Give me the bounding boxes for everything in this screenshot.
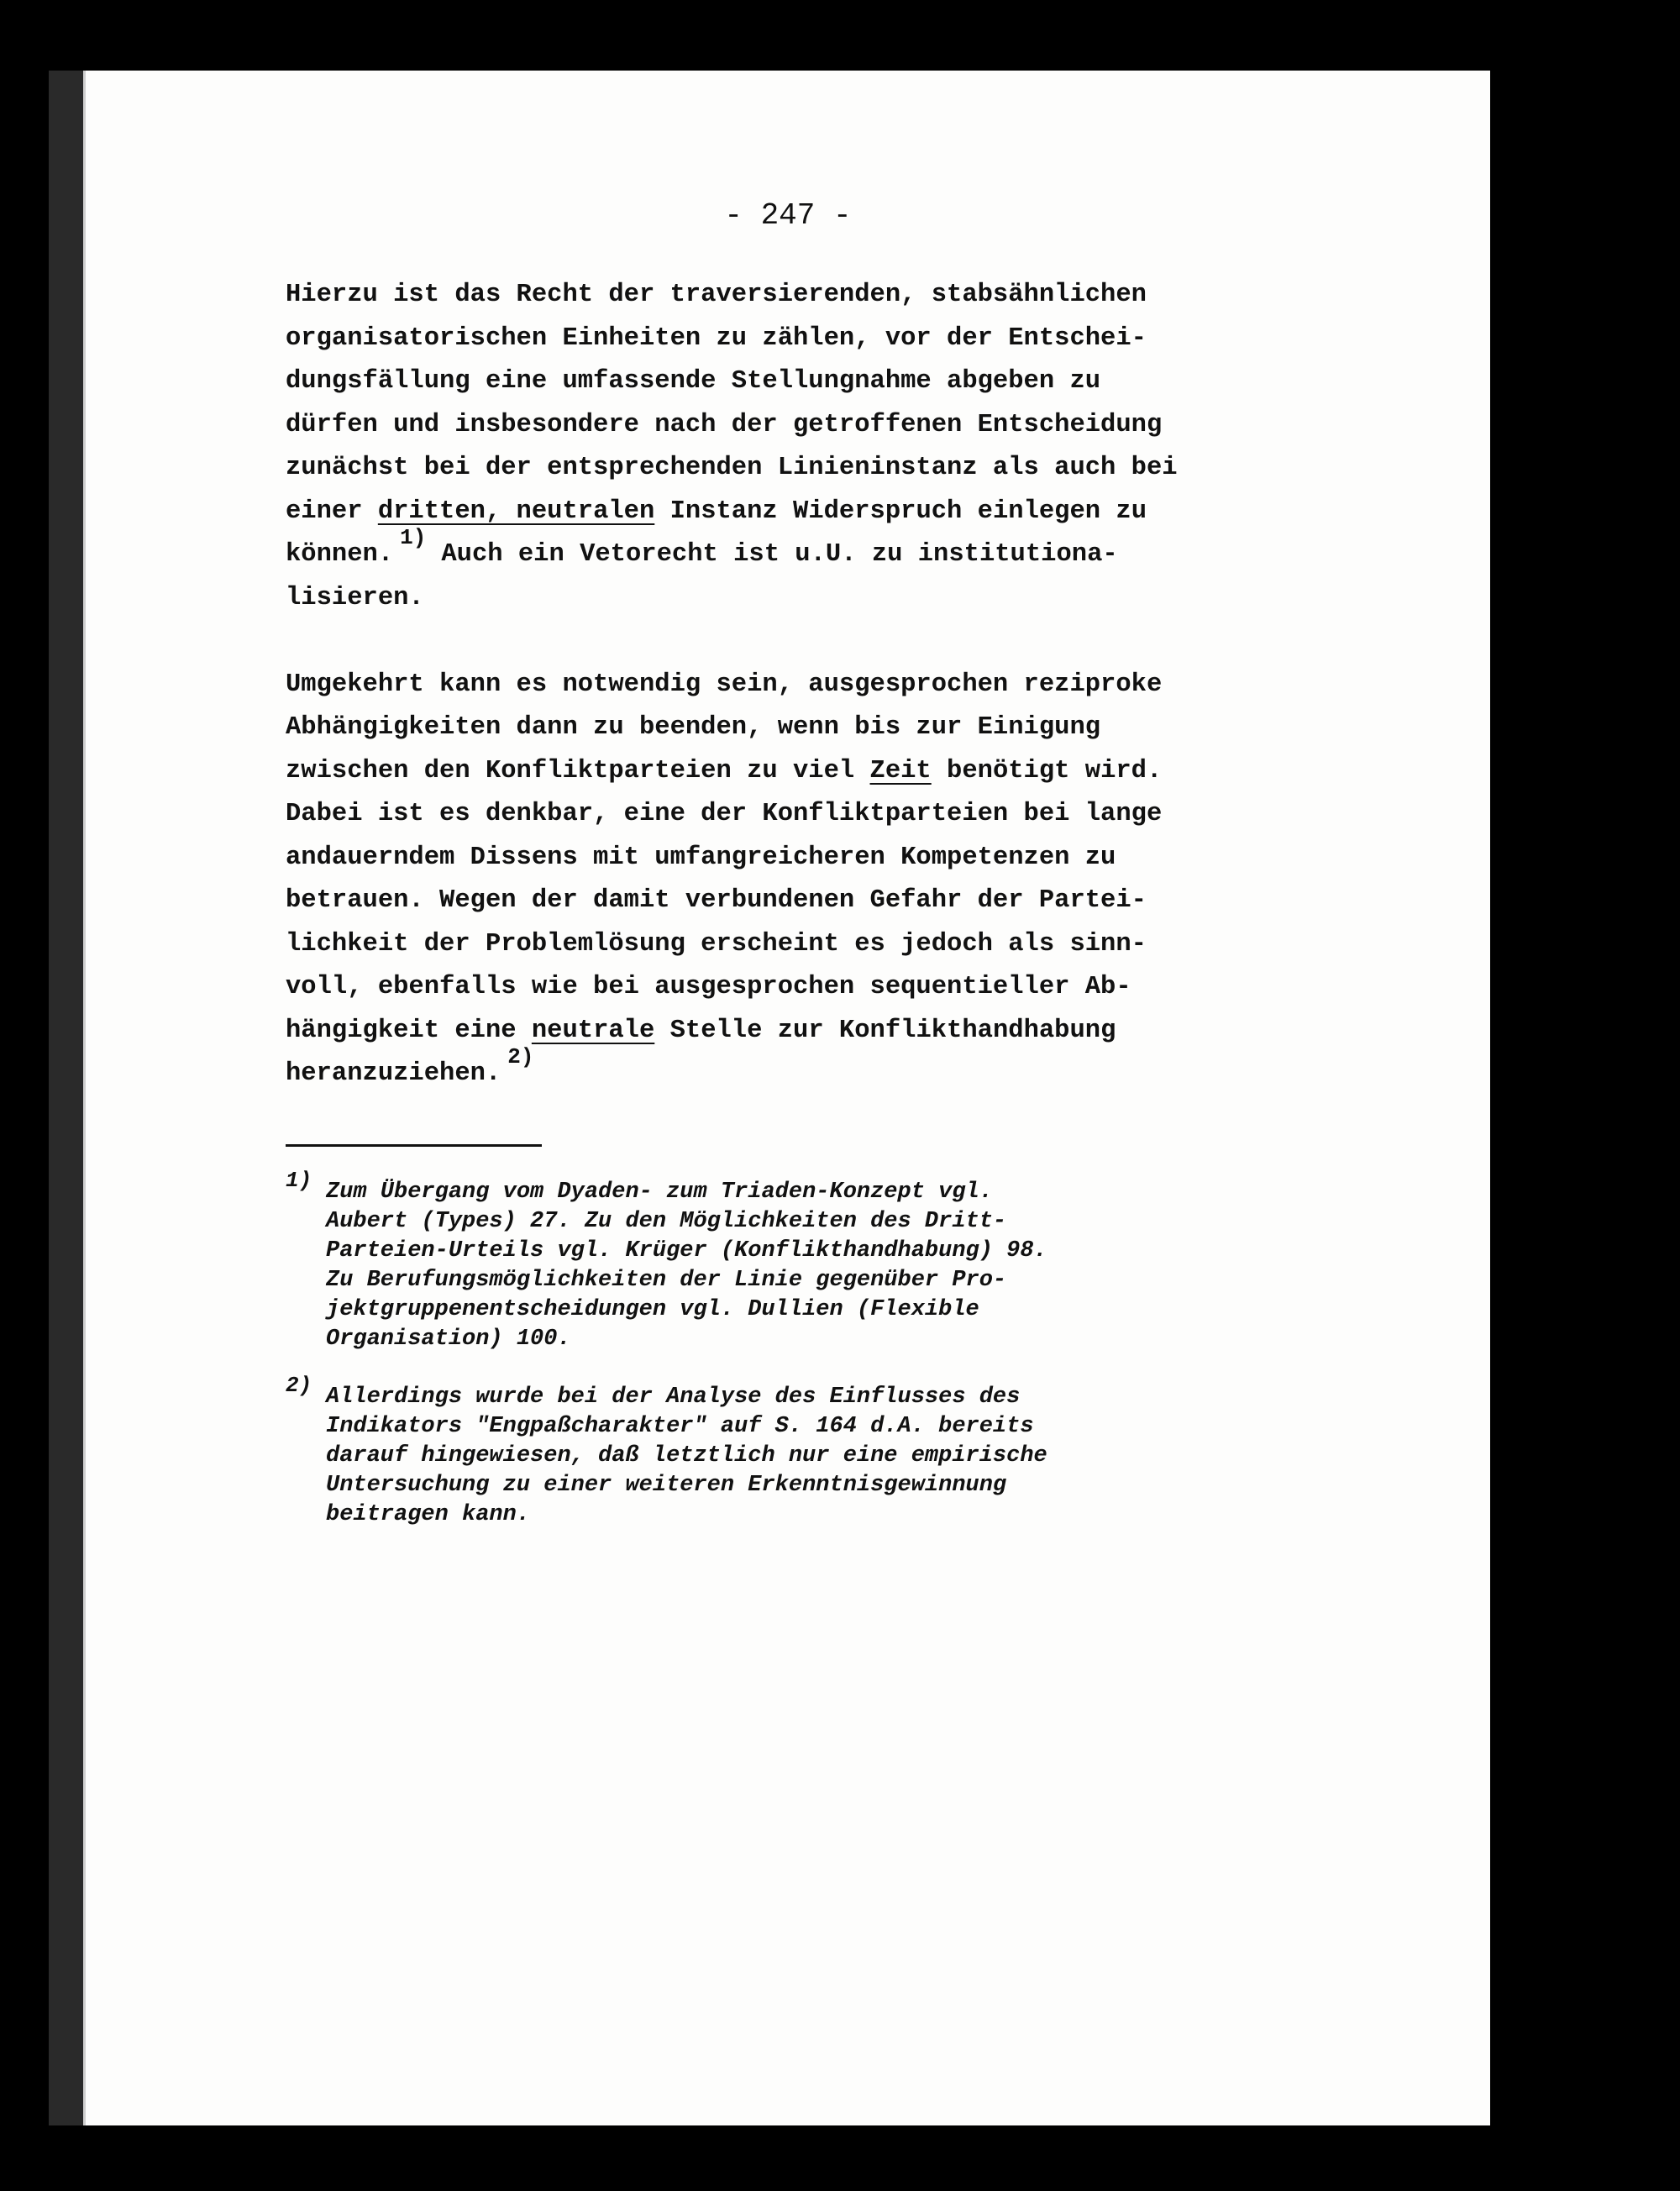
text-segment: Instanz Widerspruch einlegen zu [654, 497, 1147, 526]
text-line [286, 525, 1394, 577]
footnote-2 [286, 1373, 1361, 1530]
text-line [286, 1010, 1394, 1053]
text-line [286, 491, 1394, 534]
footnote-1 [286, 1168, 1361, 1354]
text-segment: zwischen den Konfliktparteien zu viel [286, 756, 870, 786]
footnote-line: beitragen kann. [326, 1502, 531, 1527]
underlined-phrase: neutrale [531, 1016, 655, 1045]
footnote-ref-2: 2) [507, 1044, 534, 1069]
text-segment: heranzuziehen. [286, 1059, 501, 1088]
text-line: lisieren. [286, 583, 424, 612]
text-line: organisatorischen Einheiten zu zählen, vor der Entschei- [286, 323, 1147, 353]
book-spine [49, 71, 86, 2125]
text-line: Abhängigkeiten dann zu beenden, wenn bis zur Einigung [286, 713, 1101, 742]
document-page [86, 71, 1490, 2125]
paragraph-2 [286, 664, 1394, 1096]
text-line: voll, ebenfalls wie bei ausgesprochen sequentieller Ab- [286, 973, 1131, 1001]
text-line: betrauen. Wegen der damit verbundenen Gefahr der Partei- [286, 886, 1147, 915]
footnote-line: Indikators "Engpaßcharakter" auf S. 164 d.A. bereits [326, 1414, 1034, 1439]
text-line: dungsfällung eine umfassende Stellungnahme abgeben zu [286, 367, 1101, 396]
footnote-line: Allerdings wurde bei der Analyse des Einflusses des [326, 1384, 1021, 1410]
footnote-number: 1) [286, 1168, 312, 1193]
footnote-line: jektgruppenentscheidungen vgl. Dullien (Flexible [326, 1297, 979, 1322]
footnote-line: Untersuchung zu einer weiteren Erkenntnisgewinnung [326, 1473, 1007, 1498]
page-number: - 247 - [724, 198, 852, 233]
underlined-phrase: Zeit [869, 756, 932, 786]
footnote-line: Zum Übergang vom Dyaden- zum Triaden-Konzept vgl. [326, 1180, 993, 1205]
footnote-line: Zu Berufungsmöglichkeiten der Linie gegenüber Pro- [326, 1268, 1007, 1293]
footnote-separator [286, 1144, 542, 1147]
text-line [286, 1044, 1394, 1096]
text-segment: können. [286, 540, 394, 569]
footnote-line: darauf hingewiesen, daß letztlich nur eine empirische [326, 1443, 1047, 1469]
footnotes [286, 1168, 1361, 1558]
text-segment: Stelle zur Konflikthandhabung [654, 1016, 1116, 1045]
text-segment: benötigt wird. [931, 756, 1163, 786]
footnote-number: 2) [286, 1373, 312, 1398]
text-line: andauerndem Dissens mit umfangreicheren Kompetenzen zu [286, 843, 1116, 872]
paragraph-1 [286, 274, 1394, 620]
text-line: Hierzu ist das Recht der traversierenden, stabsähnlichen [286, 281, 1147, 309]
footnote-line: Parteien-Urteils vgl. Krüger (Konflikthandhabung) 98. [326, 1238, 1047, 1264]
footnote-line: Organisation) 100. [326, 1327, 571, 1352]
footnote-line: Aubert (Types) 27. Zu den Möglichkeiten des Dritt- [326, 1209, 1007, 1234]
text-line: zunächst bei der entsprechenden Linieninstanz als auch bei [286, 454, 1178, 482]
text-line [286, 750, 1394, 794]
text-line: lichkeit der Problemlösung erscheint es jedoch als sinn- [286, 929, 1147, 959]
footnote-ref-1: 1) [400, 525, 427, 550]
text-line: Dabei ist es denkbar, eine der Konfliktparteien bei lange [286, 800, 1163, 828]
text-line: Umgekehrt kann es notwendig sein, ausgesprochen reziproke [286, 670, 1163, 699]
text-segment: Auch ein Vetorecht ist u.U. zu institutiona- [441, 540, 1118, 569]
underlined-phrase: dritten, neutralen [377, 497, 655, 526]
text-segment: einer [286, 497, 378, 526]
main-text [286, 274, 1394, 1139]
text-segment: hängigkeit eine [286, 1016, 532, 1045]
text-line: dürfen und insbesondere nach der getroffenen Entscheidung [286, 410, 1163, 439]
